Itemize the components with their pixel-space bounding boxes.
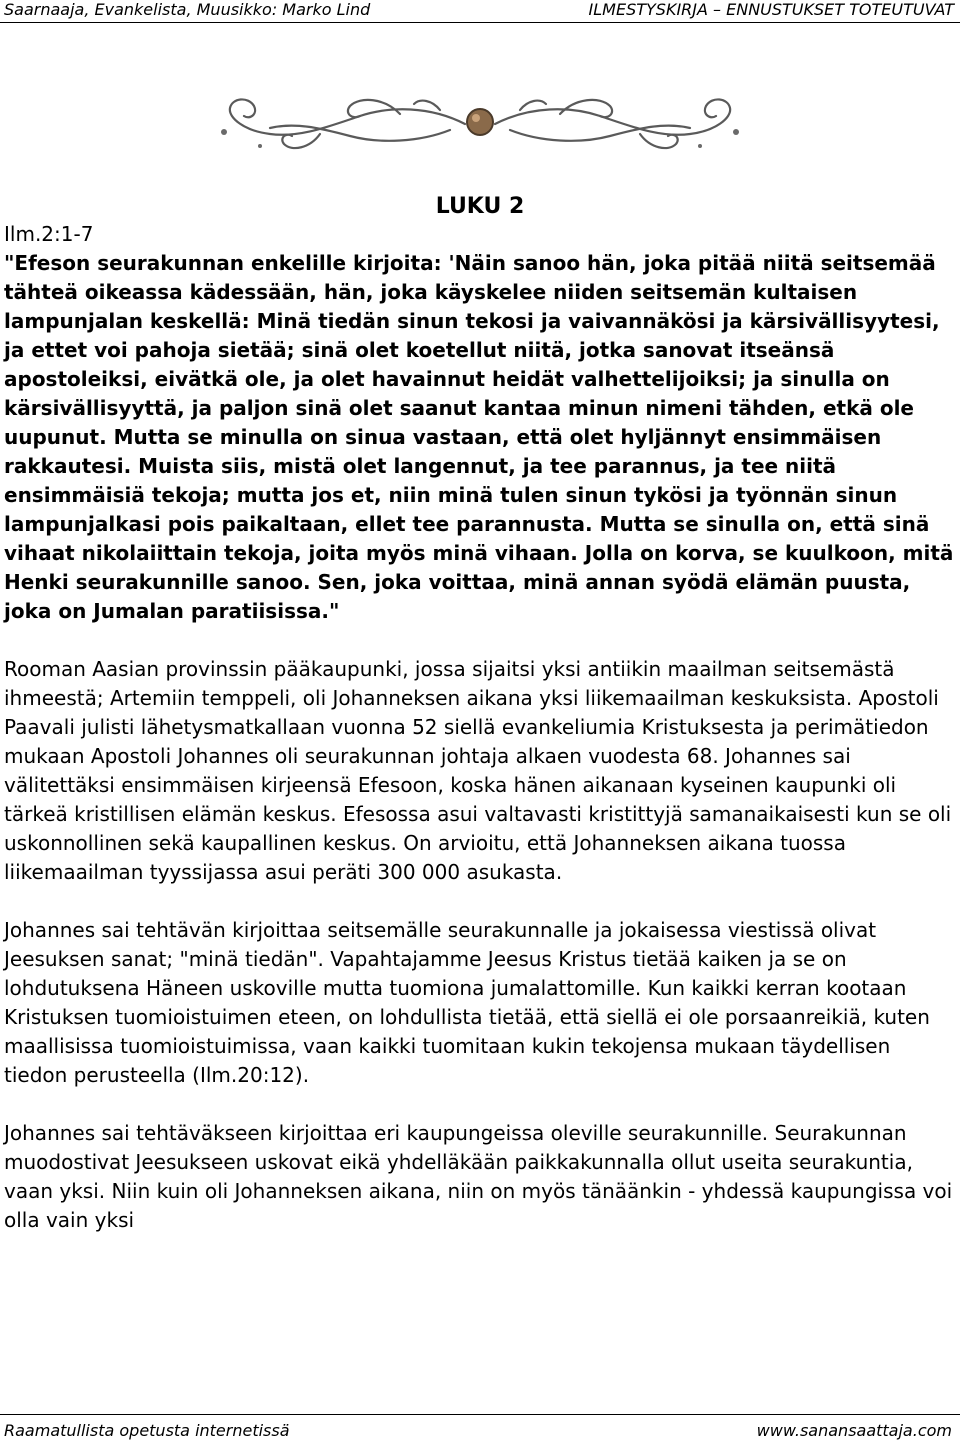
chapter-title: LUKU 2 bbox=[435, 194, 525, 219]
header-author: Saarnaaja, Evankelista, Muusikko: Marko Lind bbox=[4, 0, 371, 19]
footer-tagline: Raamatullista opetusta internetissä bbox=[4, 1421, 290, 1440]
footer-website-link[interactable]: www.sanansaattaja.com bbox=[756, 1421, 952, 1440]
body-paragraph-1: Rooman Aasian provinssin pääkaupunki, jossa sijaitsi yksi antiikin maailman seitsemästä ihmeestä; Artemiin temppeli, oli Johanneksen aikana yksi liikemaailman keskuksista. Apostoli Paavali julisti lähetysmatkallaan vuonna 52 siellä evankeliumia Kristuksesta ja perimätiedon mukaan Apostoli Johannes oli seurakunnan johtaja alkaen vuodesta 68. Johannes sai välitettäksi ensimmäisen kirjeensä Efesoon, koska hänen aikanaan kyseinen kaupunki oli tärkeä kristillisen elämän keskus. Efesossa asui valtavasti kristittyjä samanaikaisesti kun se oli uskonnollinen sekä kaupallinen keskus. On arvioitu, että Johanneksen aikana tuossa liikemaailman tyyssijassa asui peräti 300 000 asukasta. bbox=[4, 657, 952, 884]
scripture-quote: "Efeson seurakunnan enkelille kirjoita: 'Näin sanoo hän, joka pitää niitä seitsemää tähteä oikeassa kädessään, hän, joka käyskelee niiden seitsemän kultaisen lampunjalan keskellä: Minä tiedän sinun tekosi ja vaivannäkösi ja kärsivällisyytesi, ja ettet voi pahoja sietää; sinä olet koetellut niitä, jotka sanovat itseänsä apostoleiksi, eivätkä ole, ja olet havainnut heidät valhettelijoiksi; ja sinulla on kärsivällisyyttä, ja paljon sinä olet saanut kantaa minun nimeni tähden, etkä ole uupunut. Mutta se minulla on sinua vastaan, että olet hyljännyt ensimmäisen rakkautesi. Muista siis, mistä olet langennut, ja tee parannus, ja tee niitä ensimmäisiä tekoja; mutta jos et, niin minä tulen sinun tykösi ja työnnän sinun lampunjalkasi pois paikaltaan, ellet tee parannusta. Mutta se sinulla on, että sinä vihaat nikolaiittain tekoja, joita myös minä vihaan. Jolla on korva, se kuulkoon, mitä Henki seurakunnille sanoo. Sen, joka voittaa, minä annan syödä elämän puusta, joka on Jumalan paratiisissa." bbox=[4, 251, 954, 623]
header-book-title: ILMESTYSKIRJA – ENNUSTUKSET TOTEUTUVAT bbox=[588, 0, 954, 19]
body-paragraph-2: Johannes sai tehtävän kirjoittaa seitsemälle seurakunnalle ja jokaisessa viestissä olivat Jeesuksen sanat; "minä tiedän". Vapahtajamme Jeesus Kristus tietää kaiken ja se on lohdutuksena Häneen uskoville mutta tuomiona jumalattomille. Kun kaikki kerran kootaan Kristuksen tuomioistuimen eteen, on lohdullista tietää, että siellä ei ole porsaanreikiä, kuten maallisissa tuomioistuimissa, vaan kaikki tuomitaan kukin tekojensa mukaan täydellisen tiedon perusteella (Ilm.20:12). bbox=[4, 918, 930, 1087]
scripture-reference: Ilm.2:1-7 bbox=[4, 222, 94, 246]
document-body bbox=[4, 220, 956, 1235]
body-paragraph-3: Johannes sai tehtäväkseen kirjoittaa eri kaupungeissa oleville seurakunnille. Seurakunnan muodostivat Jeesukseen uskovat eikä yhdelläkään paikkakunnalla ollut useita seurakuntia, vaan yksi. Niin kuin oli Johanneksen aikana, niin on myös tänäänkin - yhdessä kaupungissa voi olla vain yksi bbox=[4, 1121, 953, 1232]
page-footer bbox=[0, 1414, 960, 1445]
page-header bbox=[0, 0, 960, 23]
decorative-scroll-ornament-icon bbox=[200, 86, 760, 162]
